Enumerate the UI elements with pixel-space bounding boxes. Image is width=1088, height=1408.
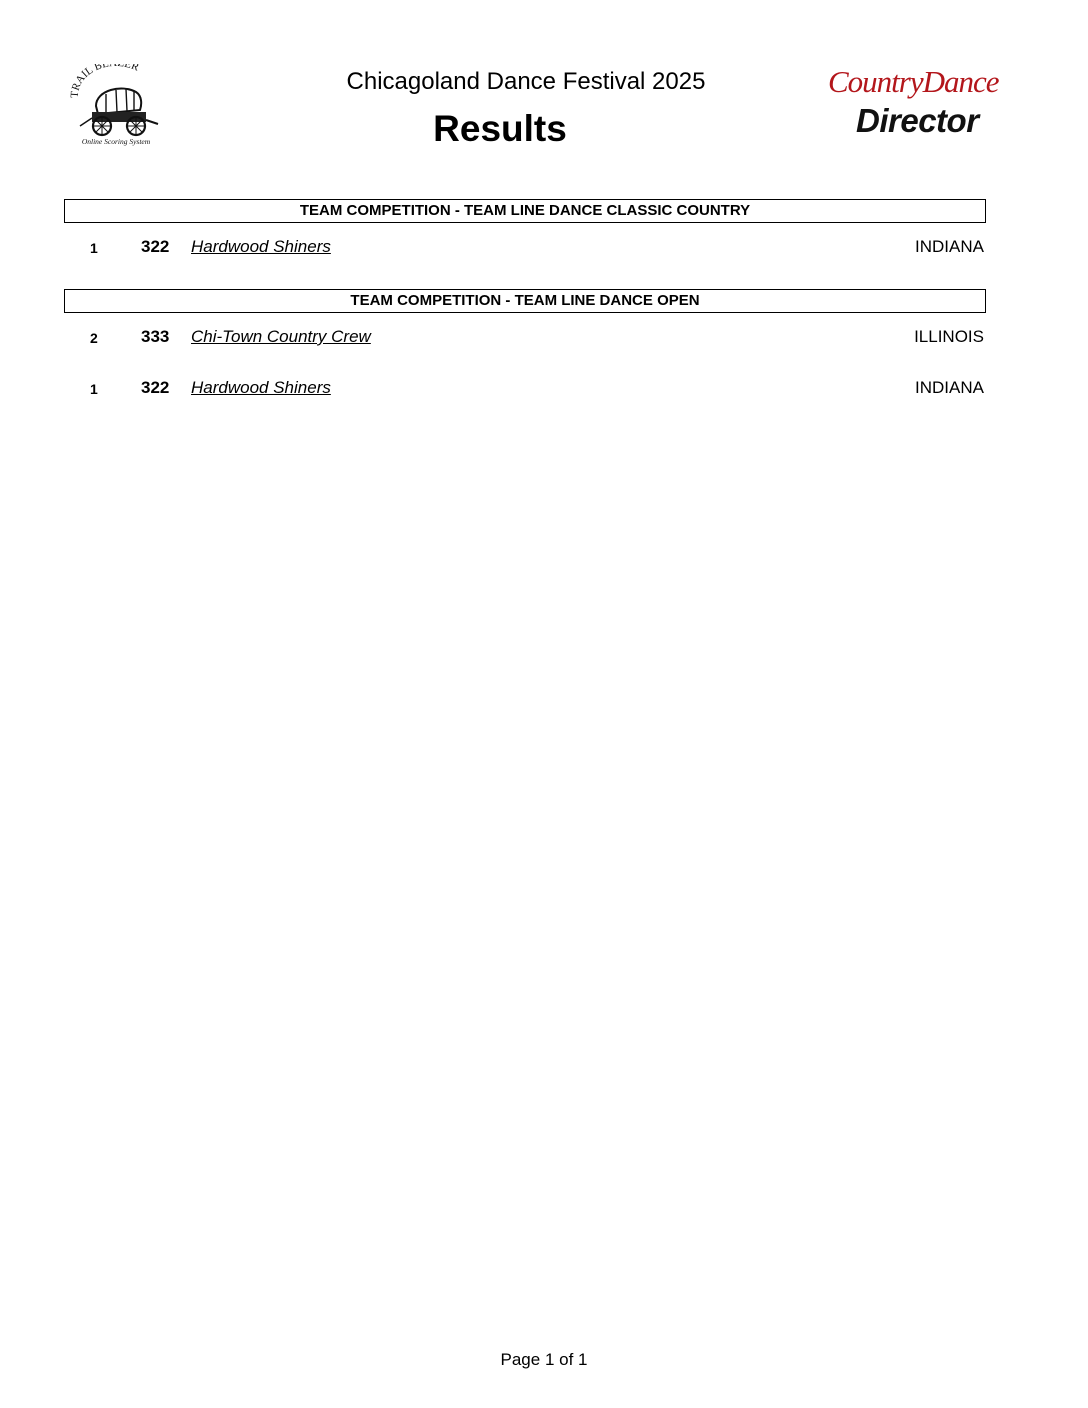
section-header: TEAM COMPETITION - TEAM LINE DANCE OPEN [64, 289, 986, 313]
trail-blazer-logo [70, 64, 162, 148]
logo-brand-top: CountryDance [828, 64, 999, 99]
place: 2 [90, 330, 98, 346]
competitor-number: 322 [141, 237, 170, 256]
logo-arc-text: TRAIL BL ER [70, 64, 141, 99]
logo-brand-bottom: Director [856, 102, 979, 139]
state: INDIANA [915, 237, 984, 256]
result-row [64, 378, 986, 402]
result-row [64, 327, 986, 351]
team-name-link[interactable]: Hardwood Shiners [191, 237, 331, 256]
page-title: Results [433, 108, 567, 149]
team-name-link[interactable]: Chi-Town Country Crew [191, 327, 371, 346]
country-dance-director-logo [828, 64, 999, 144]
place: 1 [90, 381, 98, 397]
section-header: TEAM COMPETITION - TEAM LINE DANCE CLASSIC COUNTRY [64, 199, 986, 223]
state: ILLINOIS [914, 327, 984, 346]
logo-caption: Online Scoring System [81, 137, 151, 146]
team-name-link[interactable]: Hardwood Shiners [191, 378, 331, 397]
competitor-number: 333 [141, 327, 170, 346]
event-title: Chicagoland Dance Festival 2025 [346, 68, 706, 95]
state: INDIANA [915, 378, 984, 397]
result-row [64, 237, 986, 261]
page-number: Page 1 of 1 [500, 1350, 588, 1369]
competitor-number: 322 [141, 378, 170, 397]
place: 1 [90, 240, 98, 256]
